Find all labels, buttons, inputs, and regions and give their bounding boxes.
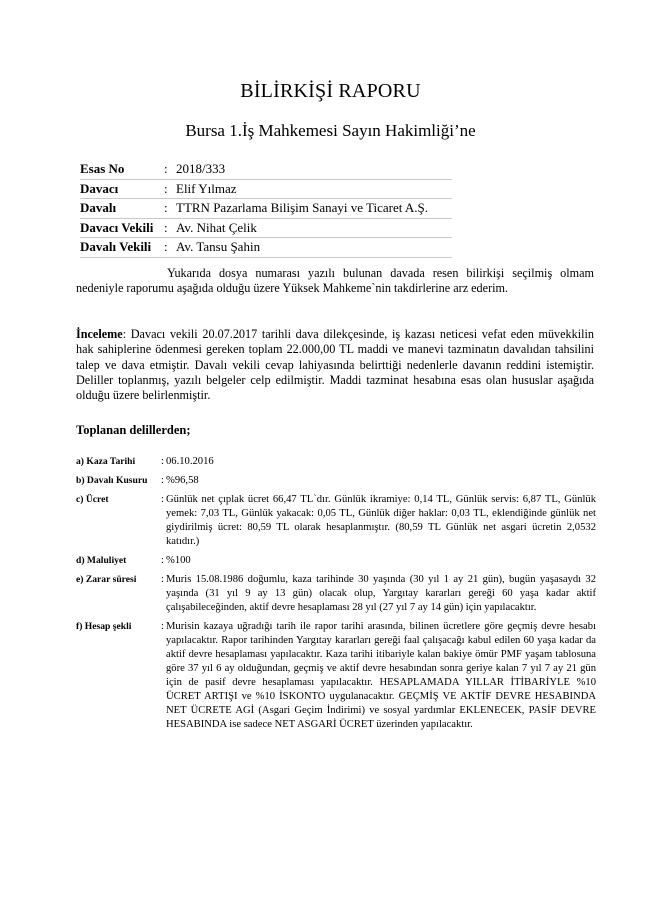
inceleme-label: İnceleme [76, 327, 123, 341]
party-row [80, 238, 452, 258]
party-row [80, 160, 452, 179]
party-value: 2018/333 [176, 160, 452, 179]
evidence-value: Murisin kazaya uğradığı tarih ile rapor tarihi arasında, bilinen ücretlere göre geçmiş devre hesabı yapılacaktır. Rapor tarihinden Yargıtay kararları gereği faal çalışacağı kabul edilen 60 yaşa kadar da aktif devre hesaplaması yapılacaktır. Kaza tarihi itibariyle kalan bakiye ömür PMF yaşam tablosuna göre 37 yıl 6 ay olduğundan, geçmiş ve aktif devre hesabından sonra geriye kalan 7 yıl 7 ay 21 gün için de pasif devre hesaplaması yapılacaktır. HESAPLAMADA YILLAR İTİBARİYLE %10 ÜCRET ARTIŞI ve %10 İSKONTO uygulanacaktır. GEÇMİŞ VE AKTİF DEVRE HESABINDA NET ÜCRETE AGİ (Asgari Geçim İndirimi) ve sosyal yardımlar EKLENECEK, PASİF DEVRE HESABINDA ise sadece NET ASGARİ ÜCRET üzerinden yapılacaktır. [166, 621, 596, 730]
party-colon: : [164, 199, 176, 219]
evidence-colon: : [161, 456, 164, 467]
evidence-label: e) Zarar süresi [76, 574, 137, 585]
evidence-value: Muris 15.08.1986 doğumlu, kaza tarihinde 30 yaşında (30 yıl 1 ay 21 gün), bugün yaşasaydı 32 yaşında (31 yıl 9 ay 13 gün) olacak olup, Yargıtay kararları gereği 60 yaşa kadar aktif çalışabileceğinden, aktif devre hesaplaması 28 yıl (27 yıl 7 ay 14 gün) için yapılacaktır. [166, 574, 596, 613]
evidence-row [76, 573, 596, 615]
evidence-value: %96,58 [166, 475, 199, 486]
party-label: Esas No [80, 160, 164, 179]
evidence-value: %100 [166, 555, 191, 566]
evidence-row [76, 620, 596, 732]
evidence-colon: : [161, 494, 164, 505]
evidence-value: 06.10.2016 [166, 456, 214, 467]
party-value: Av. Nihat Çelik [176, 218, 452, 238]
evidence-colon: : [161, 574, 164, 585]
party-colon: : [164, 160, 176, 179]
case-parties-table [80, 160, 452, 258]
party-value: Elif Yılmaz [176, 179, 452, 199]
evidence-label: f) Hesap şekli [76, 621, 132, 632]
party-row [80, 218, 452, 238]
party-value: TTRN Pazarlama Bilişim Sanayi ve Ticaret A.Ş. [176, 199, 452, 219]
evidence-heading: Toplanan delillerden; [76, 423, 191, 437]
party-value: Av. Tansu Şahin [176, 238, 452, 258]
evidence-label: a) Kaza Tarihi [76, 456, 136, 467]
report-title: BİLİRKİŞİ RAPORU [240, 80, 421, 102]
evidence-row [76, 554, 596, 568]
party-label: Davacı [80, 179, 164, 199]
party-colon: : [164, 238, 176, 258]
evidence-label: c) Ücret [76, 494, 109, 505]
evidence-row [76, 474, 596, 488]
evidence-colon: : [161, 621, 164, 632]
evidence-row [76, 455, 596, 469]
evidence-row [76, 493, 596, 549]
party-label: Davalı [80, 199, 164, 219]
party-label: Davacı Vekili [80, 218, 164, 238]
party-colon: : [164, 179, 176, 199]
inceleme-paragraph [76, 327, 594, 403]
evidence-colon: : [161, 555, 164, 566]
party-row [80, 199, 452, 219]
party-row [80, 179, 452, 199]
party-colon: : [164, 218, 176, 238]
court-address: Bursa 1.İş Mahkemesi Sayın Hakimliği’ne [185, 121, 476, 140]
evidence-value: Günlük net çıplak ücret 66,47 TL`dır. Günlük ikramiye: 0,14 TL, Günlük servis: 6,87 TL, Günlük yemek: 7,03 TL, Günlük yakacak: 0,05 TL, Günlük diğer haklar: 0,03 TL, eklendiğinde günlük net giydirilmiş ücret: 80,59 TL olarak hesaplanmıştır. (80,59 TL Günlük net asgari ücretin 2,0532 katıdır.) [166, 494, 596, 547]
party-label: Davalı Vekili [80, 238, 164, 258]
evidence-label: d) Maluliyet [76, 555, 127, 566]
evidence-label: b) Davalı Kusuru [76, 475, 148, 486]
inceleme-text: : Davacı vekili 20.07.2017 tarihli dava dilekçesinde, iş kazası neticesi vefat eden müvekkilin hak sahiplerine ödenmesi gereken toplam 22.000,00 TL maddi ve manevi tazminatın davalıdan tahsilini talep ve dava etmiştir. Davalı vekili cevap lahiyasında belirttiği nedenlerle davanın reddini istemiştir. Deliller toplanmış, yazılı belgeler celp edilmiştir. Maddi tazminat hesabına esas olan hususlar aşağıda olduğu üzere belirlenmiştir. [76, 327, 594, 403]
evidence-colon: : [161, 475, 164, 486]
evidence-list [76, 455, 596, 737]
intro-paragraph: Yukarıda dosya numarası yazılı bulunan davada resen bilirkişi seçilmiş olmam nedeniyle raporumu aşağıda olduğu üzere Yüksek Mahkeme`nin takdirlerine arz ederim. [76, 266, 594, 296]
